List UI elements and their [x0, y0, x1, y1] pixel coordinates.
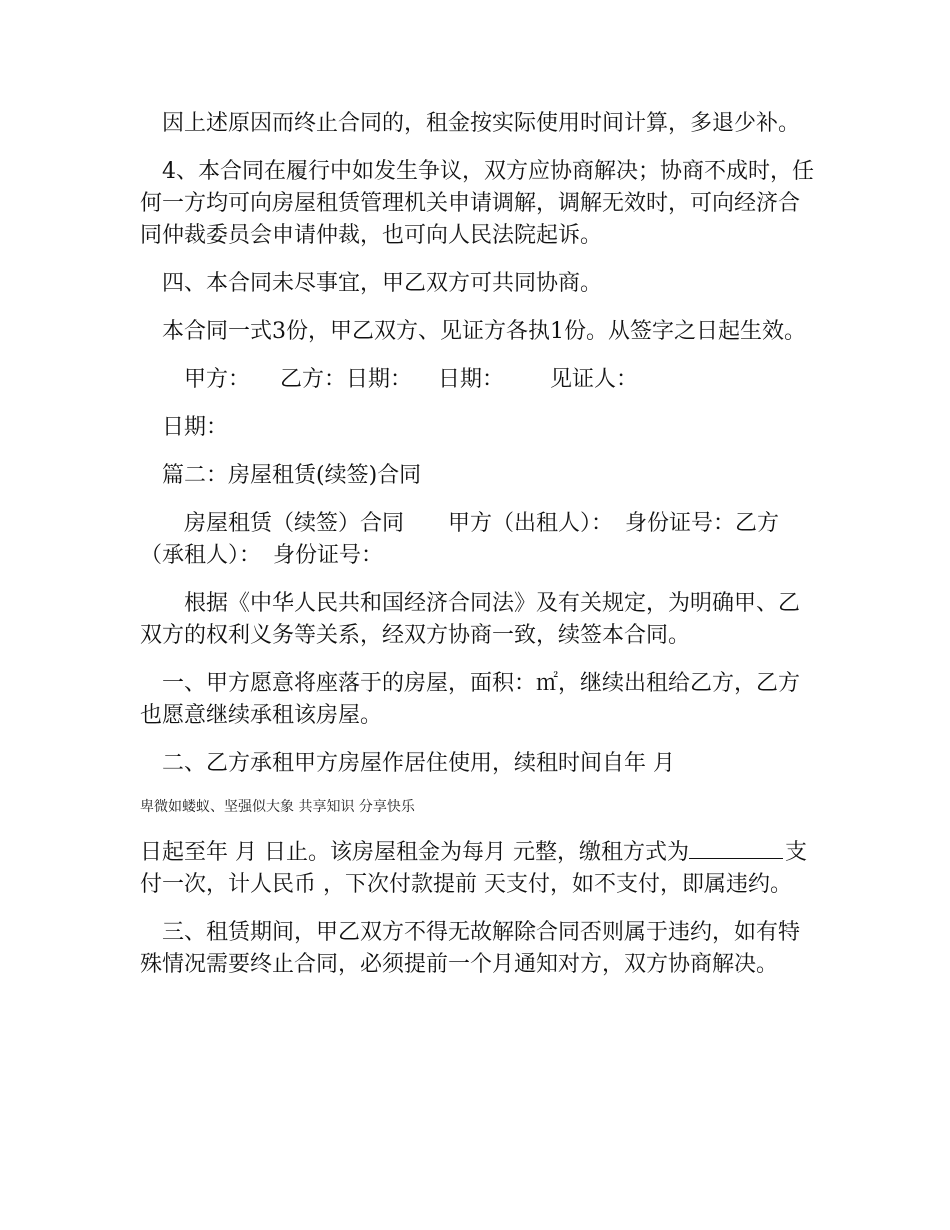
lessor-id-label: 身份证号：: [625, 511, 736, 536]
paragraph-termination-rent: 因上述原因而终止合同的，租金按实际使用时间计算，多退少补。: [162, 111, 801, 136]
paragraph-copies: 本合同一式3份，甲乙双方、见证方各执1份。从签字之日起生效。: [162, 319, 806, 344]
contract-header: [140, 508, 820, 572]
date-line: 日期：: [162, 415, 229, 440]
party-b-date-label: 乙方：日期：: [280, 367, 413, 392]
paragraph-legal-basis: 根据《中华人民共和国经济合同法》及有关规定，为明确甲、乙双方的权利义务等关系，经双方协商一致，续签本合同。: [140, 591, 801, 648]
party-a-label: 甲方：: [184, 367, 251, 392]
payment-method-blank: [689, 836, 783, 859]
paragraph-dispute-resolution: 4、本合同在履行中如发生争议，双方应协商解决；协商不成时，任何一方均可向房屋租赁管理机关申请调解，调解无效时，可向经济合同仲裁委员会申请仲裁，也可向人民法院起诉。: [140, 159, 814, 248]
paragraph-rent-payment: [140, 836, 820, 901]
lessor-label: 甲方（出租人）：: [448, 511, 614, 536]
lessee-label: 乙方（承租人）：: [140, 511, 780, 568]
lessee-id-label: 身份证号：: [273, 543, 384, 568]
witness-label: 见证人：: [550, 367, 639, 392]
paragraph-termination-conditions: 三、租赁期间，甲乙双方不得无故解除合同否则属于违约，如有特殊情况需要终止合同，必须提前一个月通知对方，双方协商解决。: [140, 920, 801, 977]
rent-payment-text-2: 支付一次，计人民币 ，下次付款提前 天支付，如不支付，即属违约。: [140, 840, 807, 897]
contract-title: 房屋租赁（续签）合同: [184, 511, 405, 536]
rent-payment-text-1: 日起至年 月 日止。该房屋租金为每月 元整，缴租方式为: [140, 840, 689, 865]
paragraph-unresolved-matters: 四、本合同未尽事宜，甲乙双方可共同协商。: [162, 271, 603, 296]
section-title: 篇二：房屋租赁(续签)合同: [162, 463, 422, 488]
paragraph-property: 一、甲方愿意将座落于的房屋，面积：㎡，继续出租给乙方，乙方也愿意继续承租该房屋。: [140, 671, 801, 728]
date-label: 日期：: [438, 367, 505, 392]
page-footer: 卑微如蝼蚁、坚强似大象 共享知识 分享快乐: [140, 799, 415, 815]
document-page: [140, 108, 820, 997]
paragraph-lease-term: 二、乙方承租甲方房屋作居住使用，续租时间自年 月: [162, 751, 675, 776]
signature-line: [140, 364, 820, 396]
